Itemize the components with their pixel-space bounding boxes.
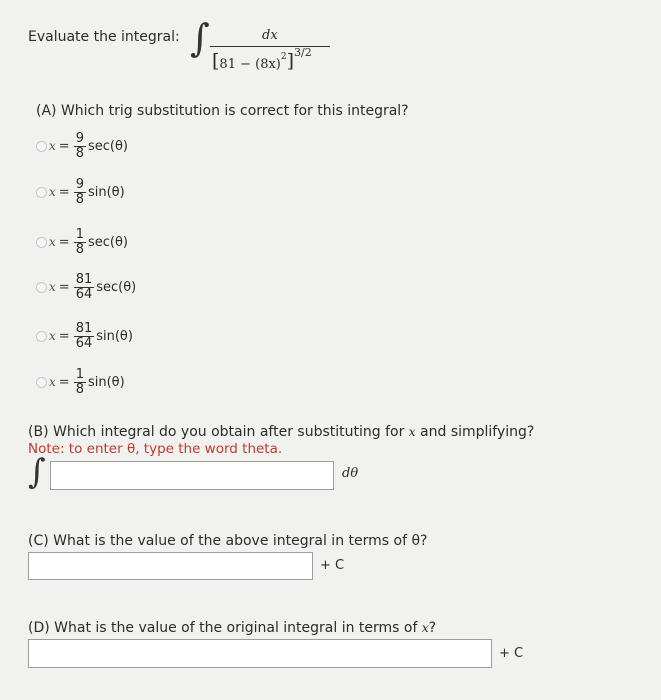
part-b-input[interactable]	[50, 461, 334, 490]
part-d-input[interactable]	[28, 639, 492, 668]
equals-sign: =	[58, 234, 70, 250]
fraction-numerator: 81	[75, 272, 93, 287]
note-text: Note: to enter θ, type the word theta.	[28, 441, 283, 457]
fraction-denominator: 8	[75, 381, 84, 397]
fraction-denominator: 8	[75, 145, 84, 161]
right-bracket: ]	[286, 50, 295, 72]
part-c-input[interactable]	[28, 552, 313, 580]
radio-button[interactable]	[36, 377, 47, 388]
trig-function: sin(θ)	[87, 374, 125, 390]
integral-sign-b: ∫	[28, 452, 46, 492]
part-c-question: (C) What is the value of the above integral in terms of θ?	[28, 533, 428, 549]
fraction-denominator: 8	[75, 241, 84, 257]
equals-sign: =	[58, 328, 70, 344]
part-c-plus-c: + C	[320, 558, 345, 573]
radio-button[interactable]	[36, 141, 47, 152]
fraction-bar	[210, 46, 330, 47]
d-theta-label: dθ	[342, 466, 359, 481]
trig-function: sec(θ)	[96, 279, 137, 295]
fraction-denominator: 64	[75, 286, 93, 302]
option-a6[interactable]	[36, 368, 125, 396]
trig-function: sec(θ)	[87, 138, 128, 154]
fraction-numerator: 9	[75, 177, 84, 192]
radio-button[interactable]	[36, 282, 47, 293]
trig-function: sec(θ)	[87, 234, 128, 250]
option-variable: x	[49, 375, 56, 390]
part-d-question-end: ?	[428, 620, 437, 636]
option-a1[interactable]	[36, 132, 128, 160]
radio-button[interactable]	[36, 331, 47, 342]
denominator-inner: 81 − (8x)	[219, 57, 281, 72]
integrand-denominator	[212, 46, 312, 72]
equals-sign: =	[58, 184, 70, 200]
fraction-denominator: 8	[75, 191, 84, 207]
fraction-numerator: 1	[75, 227, 84, 242]
option-variable: x	[49, 235, 56, 250]
trig-function: sin(θ)	[87, 184, 125, 200]
part-d-variable: x	[421, 621, 429, 635]
option-a5[interactable]	[36, 322, 133, 350]
option-variable: x	[49, 280, 56, 295]
part-b-variable: x	[408, 425, 416, 439]
option-variable: x	[49, 185, 56, 200]
integrand-numerator: dx	[262, 28, 278, 43]
fraction-numerator: 1	[75, 367, 84, 382]
option-variable: x	[49, 139, 56, 154]
part-d-plus-c: + C	[499, 646, 524, 661]
fraction-numerator: 9	[75, 131, 84, 146]
option-a4[interactable]	[36, 273, 136, 301]
equals-sign: =	[58, 279, 70, 295]
part-d-question	[28, 620, 436, 636]
equals-sign: =	[58, 374, 70, 390]
radio-button[interactable]	[36, 187, 47, 198]
part-b-question-start: (B) Which integral do you obtain after substituting for	[28, 424, 405, 440]
trig-function: sin(θ)	[96, 328, 133, 344]
radio-button[interactable]	[36, 237, 47, 248]
problem-prompt: Evaluate the integral:	[28, 29, 180, 45]
option-variable: x	[49, 329, 56, 344]
option-a3[interactable]	[36, 228, 128, 256]
inner-exponent: 2	[280, 52, 287, 62]
fraction-numerator: 81	[75, 321, 93, 336]
left-bracket: [	[212, 50, 220, 72]
outer-exponent: 3/2	[294, 46, 312, 59]
fraction-denominator: 64	[75, 335, 93, 351]
part-b-question	[28, 424, 534, 440]
option-a2[interactable]	[36, 178, 125, 206]
part-a-question: (A) Which trig substitution is correct for this integral?	[36, 103, 409, 119]
integral-sign: ∫	[190, 16, 210, 60]
equals-sign: =	[58, 138, 70, 154]
part-b-question-end: and simplifying?	[420, 424, 535, 440]
part-d-question-start: (D) What is the value of the original integral in terms of	[28, 620, 418, 636]
